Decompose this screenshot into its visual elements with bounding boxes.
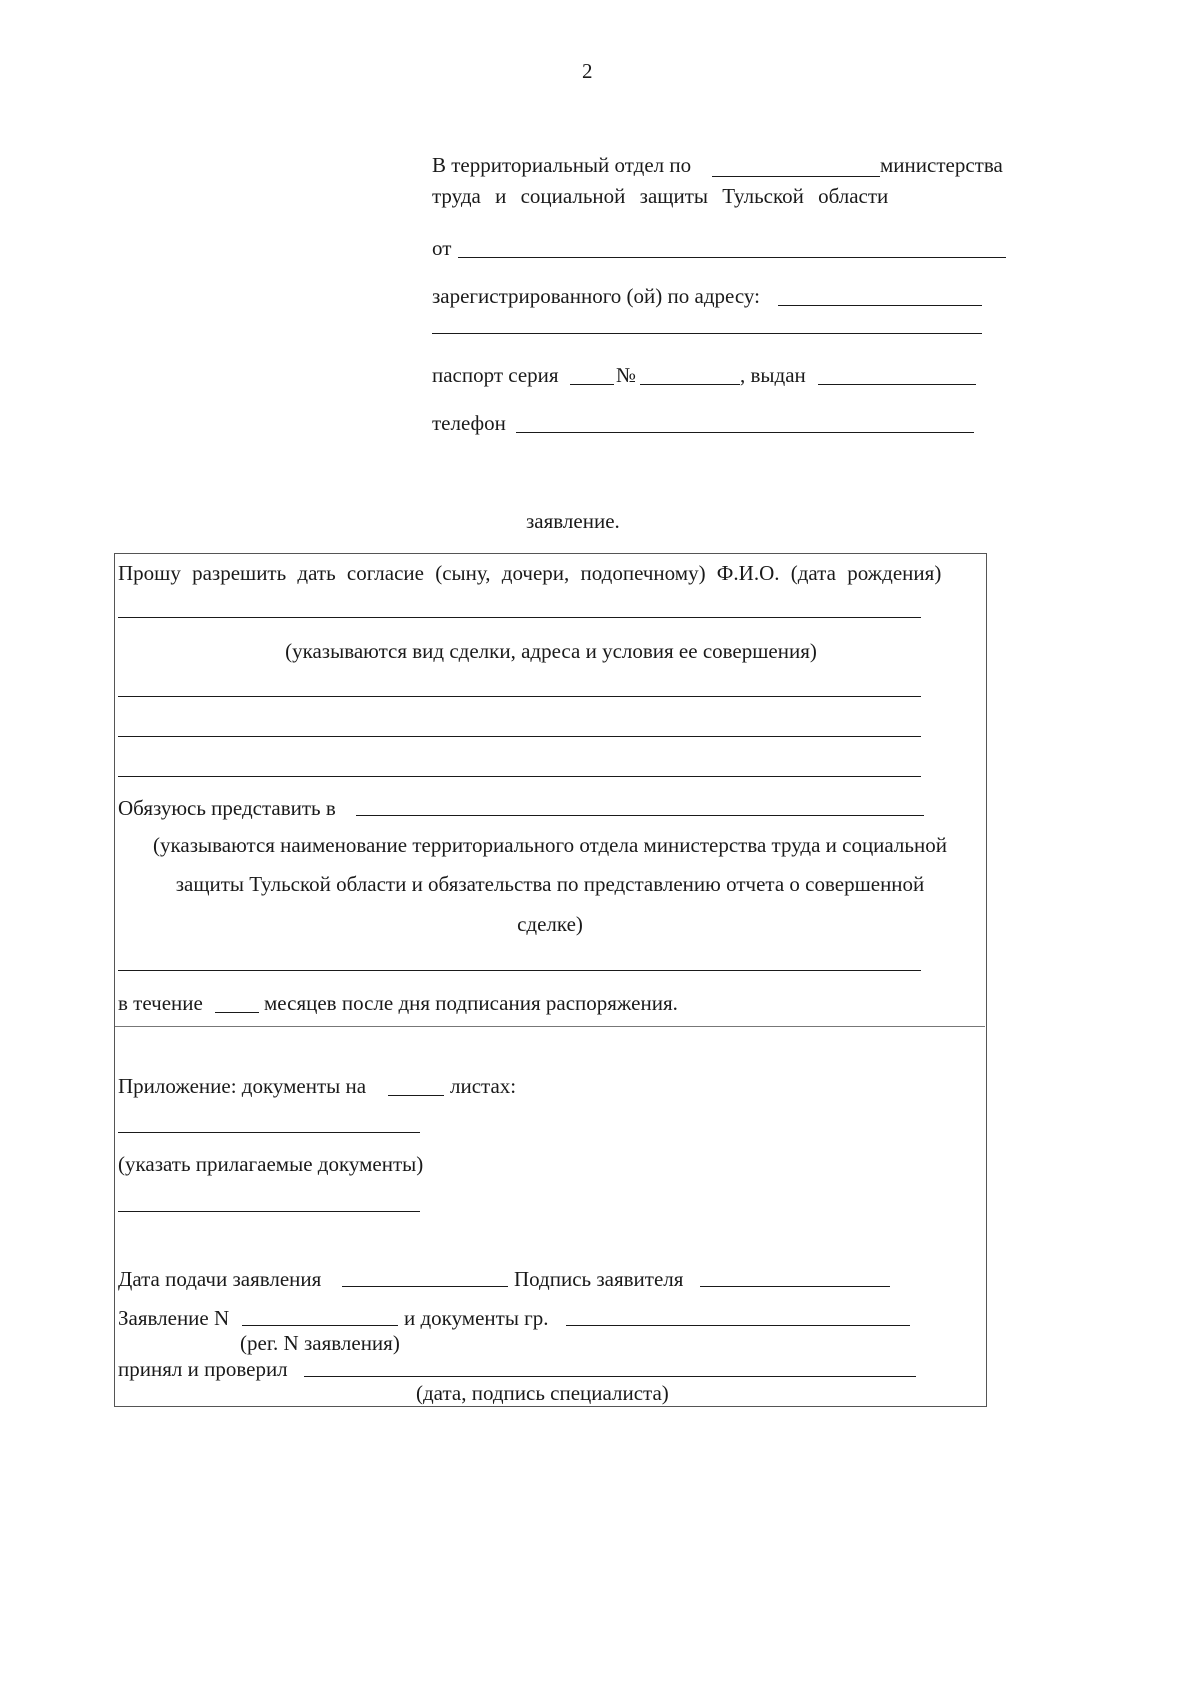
commit-hint-3: сделке) [517, 912, 583, 936]
phone-field[interactable] [516, 432, 974, 433]
commit-hint-2: защиты Тульской области и обязательства по представлению отчета о совершенной [175, 872, 925, 896]
statement-no-label: Заявление N [118, 1306, 230, 1330]
passport-issued-label: , выдан [740, 363, 806, 387]
address-field-2[interactable] [432, 333, 982, 334]
reg-no-hint: (рег. N заявления) [240, 1331, 400, 1355]
within-label-end: месяцев после дня подписания распоряжения. [264, 991, 678, 1015]
months-field[interactable] [215, 1012, 259, 1013]
appendix-label-end: листах: [450, 1074, 517, 1098]
sheets-count-field[interactable] [388, 1095, 444, 1096]
document-title: заявление. [526, 509, 620, 533]
documents-hint: (указать прилагаемые документы) [118, 1152, 424, 1176]
addressee-line-2: труда и социальной защиты Тульской области [432, 184, 889, 208]
statement-no-field[interactable] [242, 1325, 398, 1326]
request-line: Прошу разрешить дать согласие (сыну, дочери, подопечному) Ф.И.О. (дата рождения) [118, 561, 942, 585]
accepted-label: принял и проверил [118, 1357, 288, 1381]
from-field[interactable] [458, 257, 1006, 258]
commit-detail-field[interactable] [118, 970, 921, 971]
within-label: в течение [118, 991, 203, 1015]
signature-field[interactable] [700, 1286, 890, 1287]
deal-field-1[interactable] [118, 696, 921, 697]
passport-series-field[interactable] [570, 384, 614, 385]
passport-number-label: № [616, 363, 637, 387]
deal-hint: (указываются вид сделки, адреса и условия ее совершения) [285, 639, 817, 663]
addressee-line-1-end: министерства [880, 153, 1003, 177]
registered-label: зарегистрированного (ой) по адресу: [432, 284, 760, 308]
child-name-field[interactable] [118, 617, 921, 618]
section-divider [115, 1026, 985, 1027]
deal-field-2[interactable] [118, 736, 921, 737]
commit-field[interactable] [356, 815, 924, 816]
commit-hint-1: (указываются наименование территориального отдела министерства труда и социальной [153, 833, 947, 857]
address-field-1[interactable] [778, 305, 982, 306]
department-field[interactable] [712, 176, 880, 177]
passport-issued-field[interactable] [818, 384, 976, 385]
addressee-line-1: В территориальный отдел по [432, 153, 692, 177]
documents-field-2[interactable] [118, 1211, 420, 1212]
citizen-field[interactable] [566, 1325, 910, 1326]
specialist-field[interactable] [304, 1376, 916, 1377]
passport-number-field[interactable] [640, 384, 740, 385]
from-label: от [432, 236, 452, 260]
appendix-label: Приложение: документы на [118, 1074, 367, 1098]
phone-label: телефон [432, 411, 506, 435]
documents-of-label: и документы гр. [404, 1306, 549, 1330]
specialist-hint: (дата, подпись специалиста) [416, 1381, 669, 1405]
signature-label: Подпись заявителя [514, 1267, 684, 1291]
commit-label: Обязуюсь представить в [118, 796, 336, 820]
deal-field-3[interactable] [118, 776, 921, 777]
passport-series-label: паспорт серия [432, 363, 559, 387]
documents-field-1[interactable] [118, 1132, 420, 1133]
date-field[interactable] [342, 1286, 508, 1287]
page-number: 2 [582, 59, 593, 83]
date-label: Дата подачи заявления [118, 1267, 322, 1291]
